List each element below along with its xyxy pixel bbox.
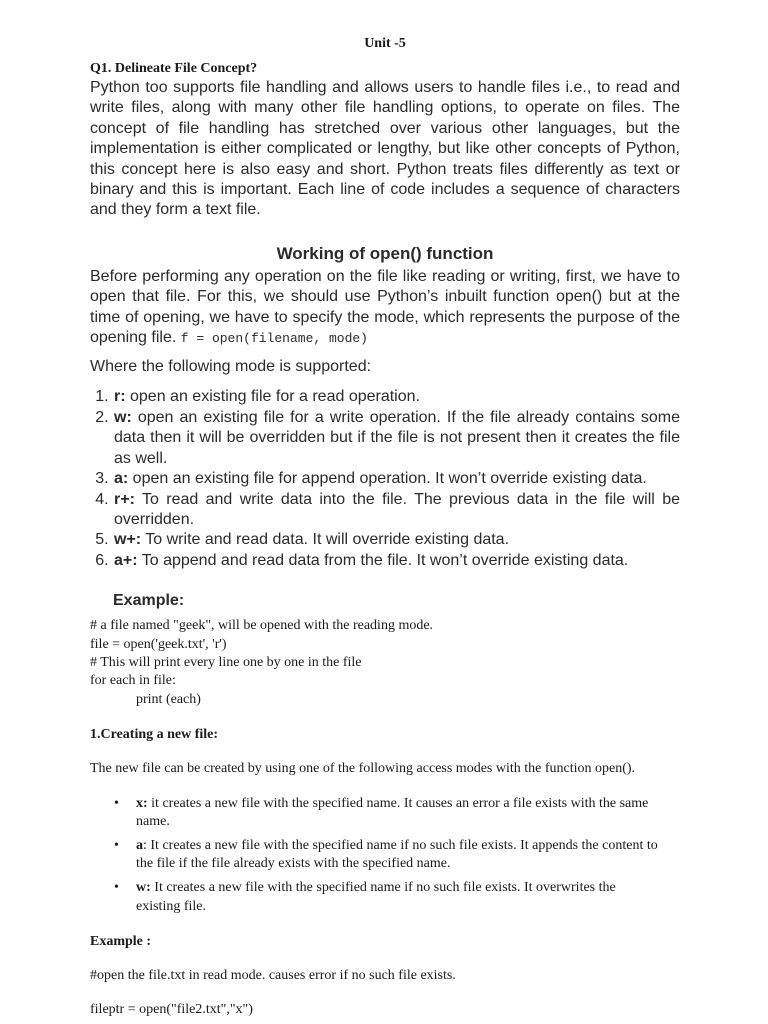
code-line: # This will print every line one by one in the file: [90, 654, 362, 670]
mode-key: w+:: [114, 531, 142, 549]
intro-paragraph: Python too supports file handling and allows users to handle files i.e., to read and write files, along with many other file handling options, to operate on files. The concept of file handling has stretched over various other languages, but the implementation is either complicated or lengthy, but like other concepts of Python, this concept here is also easy and short. Python treats files differently as text or binary and this is important. Each line of code includes a sequence of characters and they form a text file.: [90, 79, 680, 219]
question-heading: Q1. Delineate File Concept?: [90, 61, 258, 76]
bullet-icon: •: [114, 879, 119, 895]
access-mode-key: w:: [136, 879, 151, 895]
access-mode-list: [90, 795, 680, 917]
mode-item-r-plus: [113, 490, 680, 531]
mode-key: w:: [114, 408, 132, 426]
mode-key: r:: [114, 388, 126, 406]
code-line: for each in file:: [90, 673, 176, 689]
access-mode-item-w: [114, 879, 680, 916]
creating-file-heading: 1.Creating a new file:: [90, 727, 219, 743]
access-mode-description: It creates a new file with the specified name if no such file exists. It overwrites the existing file.: [136, 879, 616, 914]
example-2-comment: #open the file.txt in read mode. causes error if no such file exists.: [90, 968, 456, 984]
bullet-icon: •: [114, 837, 119, 853]
mode-list: [90, 387, 680, 571]
mode-key: a+:: [114, 551, 138, 569]
open-function-heading: Working of open() function: [276, 243, 494, 263]
document-page: [90, 36, 680, 1019]
mode-item-r: [113, 387, 680, 407]
mode-description: open an existing file for append operation. It won’t override existing data.: [128, 470, 647, 488]
mode-key: a:: [114, 470, 129, 488]
access-mode-key: x:: [136, 795, 148, 811]
mode-description: To append and read data from the file. It won’t override existing data.: [137, 551, 629, 569]
open-syntax-code: f = open(filename, mode): [180, 331, 368, 347]
code-line-indented: print (each): [136, 691, 201, 707]
mode-item-a-plus: [113, 551, 680, 571]
open-function-text: Before performing any operation on the file like reading or writing, first, we have to open that file. For this, we should use Python’s inbuilt function open() but at the time of opening, we have to specify the mode, which represents the purpose of the opening file.: [90, 267, 680, 347]
open-function-paragraph: [90, 267, 680, 350]
example-code-block: [90, 617, 680, 709]
bullet-icon: •: [114, 795, 119, 811]
mode-intro: Where the following mode is supported:: [90, 358, 372, 376]
access-mode-description: : It creates a new file with the specified name if no such file exists. It appends the content to the file if the file already exists with the specified name.: [136, 837, 658, 872]
creating-file-paragraph: The new file can be created by using one of the following access modes with the function open().: [90, 761, 636, 777]
code-line: # a file named "geek", will be opened with the reading mode.: [90, 618, 434, 634]
code-line: file = open('geek.txt', 'r'): [90, 636, 227, 652]
unit-title: Unit -5: [364, 36, 406, 51]
example-2-code: fileptr = open("file2.txt","x"): [90, 1002, 253, 1018]
access-mode-item-a: [114, 837, 680, 874]
mode-description: open an existing file for a write operation. If the file already contains some data then it will be overridden but if the file is not present then it creates the file as well.: [114, 408, 680, 467]
mode-key: r+:: [114, 490, 135, 508]
access-mode-description: it creates a new file with the specified name. It causes an error a file exists with the same name.: [136, 795, 649, 830]
mode-item-w: [113, 408, 680, 469]
access-mode-key: a: [136, 837, 143, 853]
mode-description: To write and read data. It will override existing data.: [141, 531, 510, 549]
mode-description: open an existing file for a read operation.: [125, 388, 420, 406]
mode-description: To read and write data into the file. The previous data in the file will be overridden.: [114, 490, 680, 528]
example-heading: Example:: [113, 592, 185, 610]
mode-item-w-plus: [113, 530, 680, 550]
mode-item-a: [113, 469, 680, 489]
example-2-heading: Example :: [90, 934, 152, 950]
access-mode-item-x: [114, 795, 680, 832]
